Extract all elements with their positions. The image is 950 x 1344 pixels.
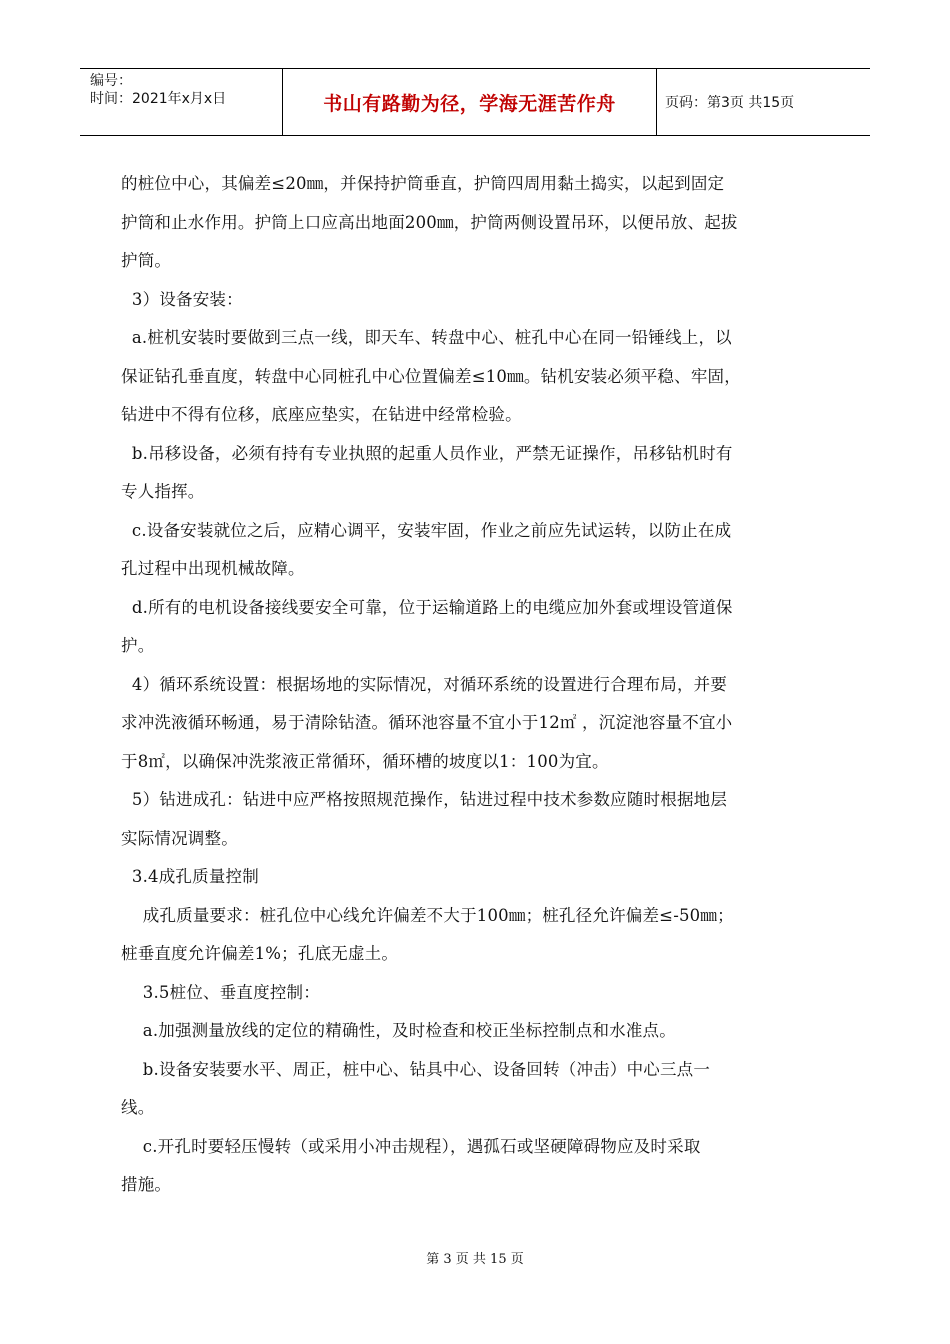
text-line: d.所有的电机设备接线要安全可靠，位于运输道路上的电缆应加外套或埋设管道保 [121, 597, 733, 617]
text-line: 5）钻进成孔：钻进中应严格按照规范操作，钻进过程中技术参数应随时根据地层 [121, 790, 728, 809]
text-line: c.开孔时要轻压慢转（或采用小冲击规程），遇孤石或坚硬障碍物应及时采取 [121, 1136, 701, 1156]
text-line: a.桩机安装时要做到三点一线，即天车、转盘中心、桩孔中心在同一铅锤线上，以 [121, 328, 732, 347]
doc-date: 时间：2021年x月x日 [90, 91, 227, 107]
text-line: b.设备安装要水平、周正，桩中心、钻具中心、设备回转（冲击）中心三点一 [121, 1059, 711, 1079]
text-line: a.加强测量放线的定位的精确性，及时检查和校正坐标控制点和水准点。 [121, 1021, 676, 1040]
text-line: b.吊移设备，必须有持有专业执照的起重人员作业，严禁无证操作，吊移钻机时有 [121, 443, 733, 463]
header-page-info: 页码：第3页 共15页 [665, 95, 795, 111]
text-line: 护筒。 [121, 251, 172, 270]
text-line: 4）循环系统设置：根据场地的实际情况，对循环系统的设置进行合理布局，并要 [121, 674, 728, 694]
header-meta [80, 69, 283, 135]
text-line: 护筒和止水作用。护筒上口应高出地面200㎜，护筒两侧设置吊环，以便吊放、起拔 [121, 212, 738, 232]
text-line: 孔过程中出现机械故障。 [121, 559, 305, 578]
doc-number: 编号： [90, 73, 132, 89]
text-line: c.设备安装就位之后，应精心调平，安装牢固，作业之前应先试运转，以防止在成 [121, 520, 732, 540]
header-motto: 书山有路勤为径，学海无涯苦作舟 [283, 69, 657, 135]
text-line: 护。 [121, 636, 155, 655]
page-header [80, 68, 870, 136]
page-footer: 第 3 页 共 15 页 [426, 1252, 524, 1267]
text-line: 钻进中不得有位移，底座应垫实，在钻进中经常检验。 [121, 405, 522, 424]
section-heading: 3.4成孔质量控制 [121, 867, 259, 886]
text-line: 于8㎡，以确保冲洗浆液正常循环，循环槽的坡度以1：100为宜。 [121, 751, 609, 771]
document-body [121, 165, 831, 1205]
text-line: 求冲洗液循环畅通，易于清除钻渣。循环池容量不宜小于12㎡ ，沉淀池容量不宜小 [121, 713, 733, 732]
text-line: 线。 [121, 1098, 155, 1117]
text-line: 保证钻孔垂直度，转盘中心同桩孔中心位置偏差≤10㎜。钻机安装必须平稳、牢固， [121, 366, 741, 386]
text-line: 实际情况调整。 [121, 828, 238, 848]
text-line: 桩垂直度允许偏差1%；孔底无虚土。 [121, 944, 399, 963]
text-line: 措施。 [121, 1175, 172, 1194]
text-line: 成孔质量要求：桩孔位中心线允许偏差不大于100㎜；桩孔径允许偏差≤-50㎜； [121, 905, 734, 925]
text-line: 3）设备安装： [121, 289, 243, 309]
text-line: 的桩位中心，其偏差≤20㎜，并保持护筒垂直，护筒四周用黏土捣实，以起到固定 [121, 174, 725, 193]
section-heading: 3.5桩位、垂直度控制： [121, 982, 320, 1002]
text-line: 专人指挥。 [121, 482, 205, 501]
